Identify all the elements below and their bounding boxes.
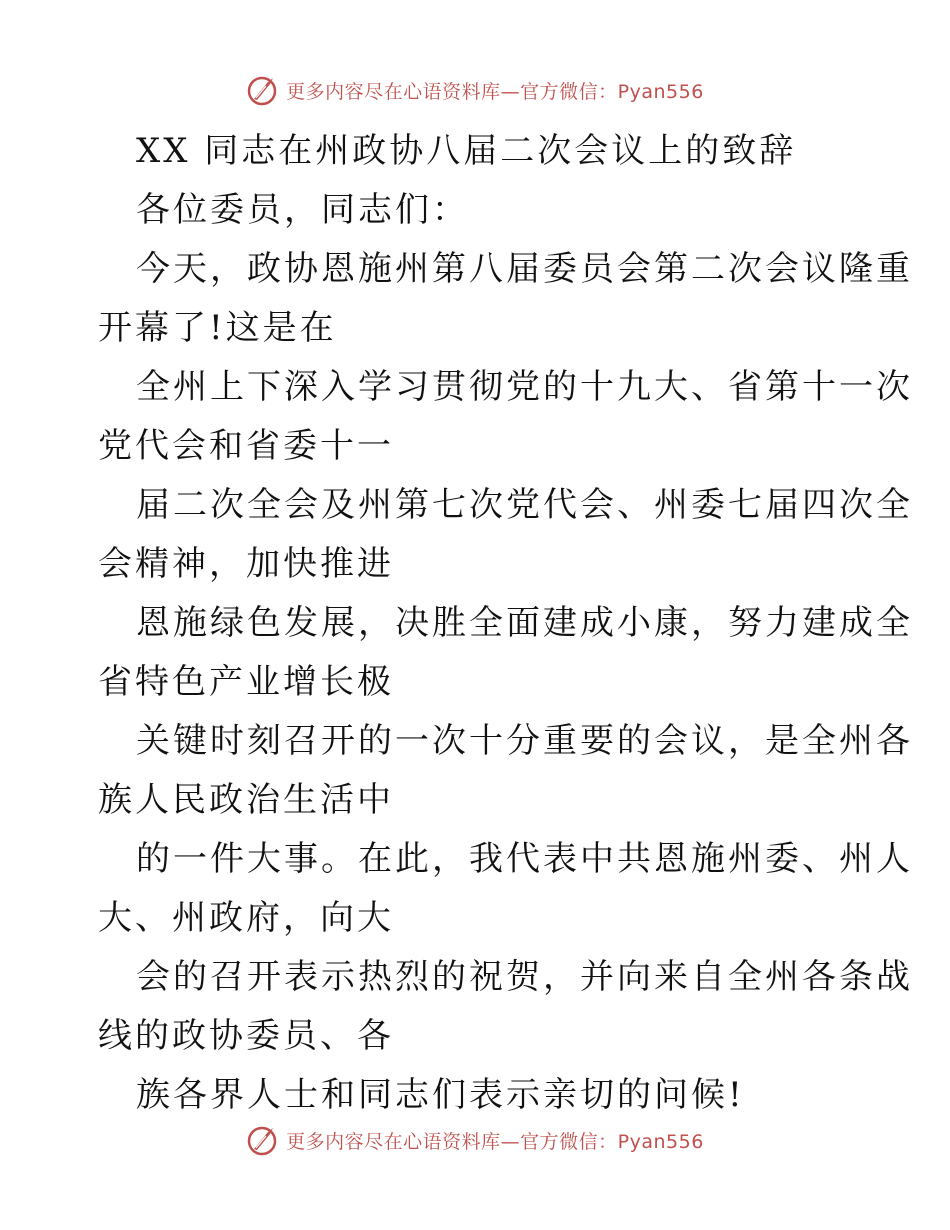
document-title: XX 同志在州政协八届二次会议上的致辞 [136,131,797,171]
paragraph-line: 全州上下深入学习贯彻党的十九大、省第十一次 [136,367,913,407]
header-banner-text: 更多内容尽在心语资料库—官方微信：Pyan556 [286,80,704,103]
document-body [98,122,913,1125]
paragraph-line: 线的政协委员、各 [98,1016,394,1056]
header-banner [0,70,950,110]
footer-banner-text: 更多内容尽在心语资料库—官方微信：Pyan556 [286,1130,704,1153]
paragraph-line: 开幕了!这是在 [98,308,337,348]
paragraph-line: 党代会和省委十一 [98,426,394,466]
paragraph-line: 恩施绿色发展，决胜全面建成小康，努力建成全 [136,603,913,643]
paragraph-line: 今天，政协恩施州第八届委员会第二次会议隆重 [136,249,913,289]
paragraph-line: 关键时刻召开的一次十分重要的会议，是全州各 [136,721,913,761]
paragraph-line: 会精神，加快推进 [98,544,394,584]
paragraph-line: 族人民政治生活中 [98,780,394,820]
paragraph-line: 会的召开表示热烈的祝贺，并向来自全州各条战 [136,957,913,997]
quill-pen-logo-icon [246,73,280,107]
quill-pen-logo-icon [246,1123,280,1157]
salutation: 各位委员，同志们： [136,190,469,230]
footer-banner [0,1120,950,1160]
paragraph-line: 省特色产业增长极 [98,662,394,702]
paragraph-line: 族各界人士和同志们表示亲切的问候! [136,1075,745,1115]
paragraph-line: 届二次全会及州第七次党代会、州委七届四次全 [136,485,913,525]
paragraph-line: 大、州政府，向大 [98,898,394,938]
paragraph-line: 的一件大事。在此，我代表中共恩施州委、州人 [136,839,913,879]
